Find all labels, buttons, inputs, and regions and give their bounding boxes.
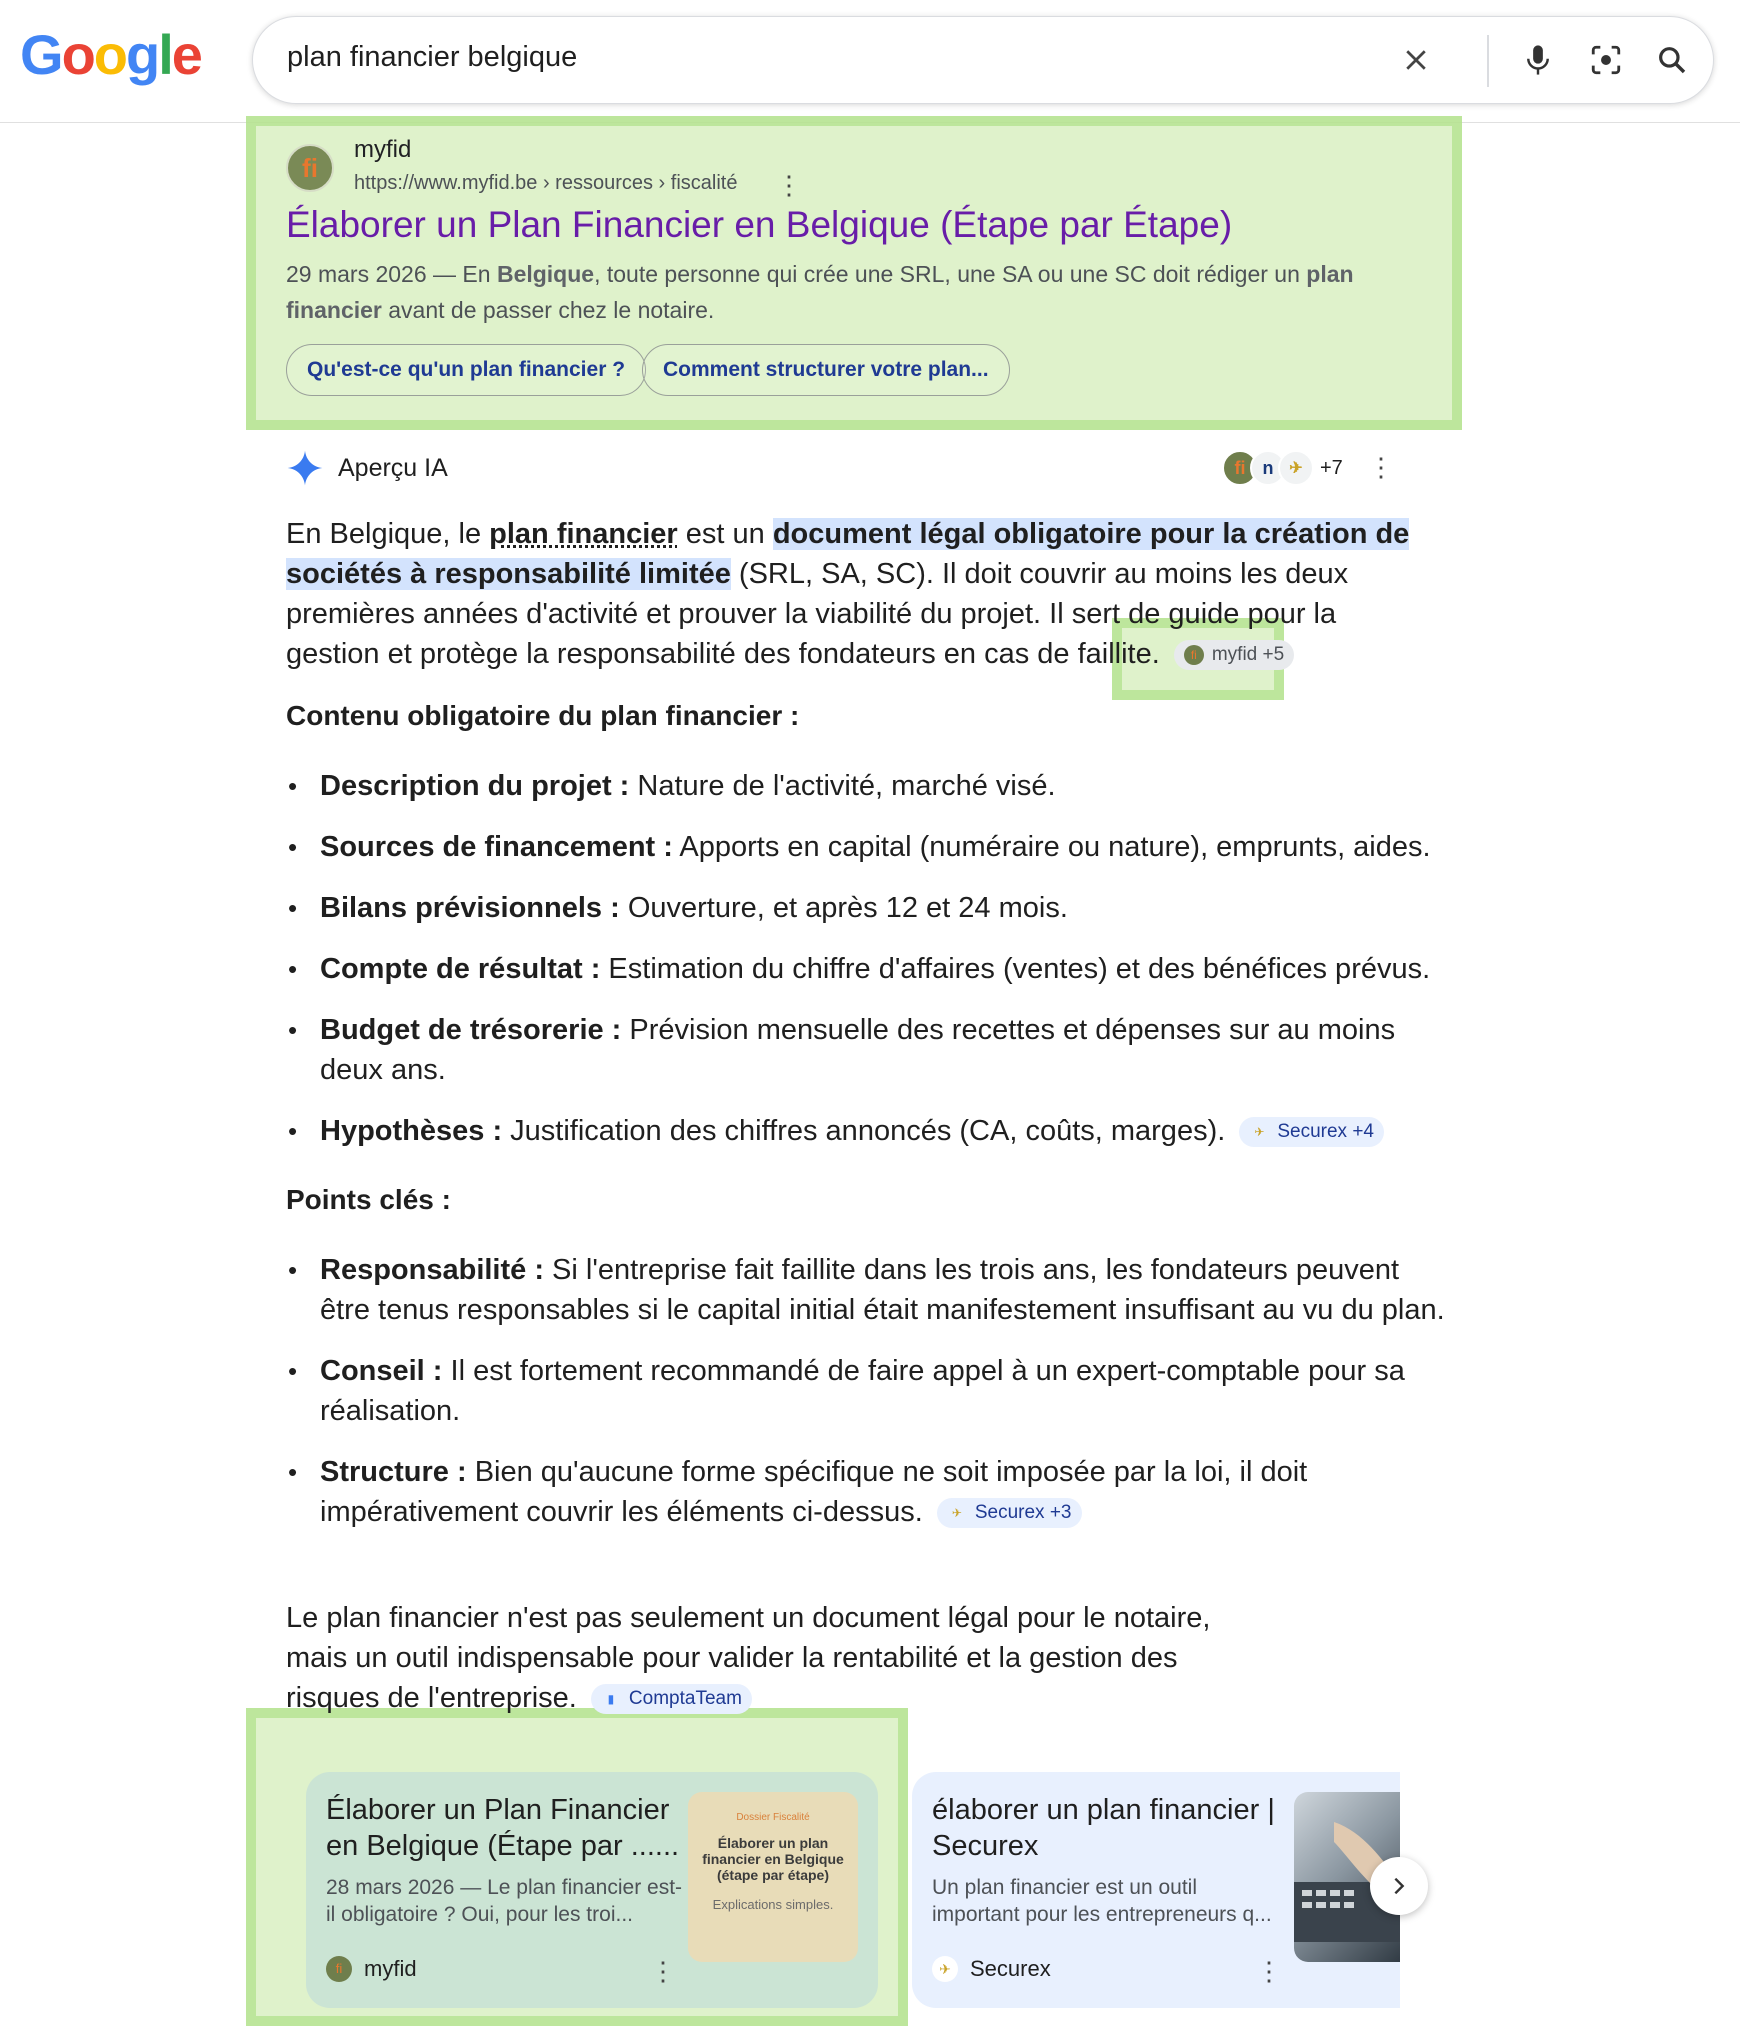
result-snippet: 29 mars 2026 — En Belgique, toute personne qui crée une SRL, une SA ou une SC doit rédiger un plan financier avant de passer chez le notaire. [286,261,1354,323]
list-item: • Hypothèses : Justification des chiffres annoncés (CA, coûts, marges). ✈ Securex +4 [320,1111,1450,1151]
result-url[interactable]: https://www.myfid.be › ressources › fiscalité [354,172,738,194]
myfid-mini-icon: fi [1184,645,1204,665]
myfid-favicon: fi [286,144,334,192]
card-snippet: Un plan financier est un outil important pour les entrepreneurs q... [932,1876,1272,1926]
ai-sources-avatars[interactable] [1222,448,1343,488]
chip-structure-plan[interactable]: Comment structurer votre plan... [642,344,1010,396]
list-item: • Budget de trésorerie : Prévision mensuelle des recettes et dépenses sur au moins deux ans. [320,1010,1450,1090]
citation-comptateam[interactable]: ▮ ComptaTeam [591,1684,752,1714]
result-site-name[interactable]: myfid [354,136,412,163]
result-date: 29 mars 2026 [286,261,427,287]
ai-overview-label: Aperçu IA [338,453,448,482]
result-title-link[interactable]: Élaborer un Plan Financier en Belgique (Étape par Étape) [286,204,1233,245]
card-more-options-icon[interactable]: ⋮ [1256,1956,1282,1986]
card-title[interactable]: élaborer un plan financier | Securex [932,1794,1275,1862]
section-title-content: Contenu obligatoire du plan financier : [286,700,800,731]
ai-intro-paragraph: En Belgique, le plan financier est un document légal obligatoire pour la création de sociétés à responsabilité limitée (SRL, SA, SC). Il doit couvrir au moins les deux premières années d'activité et prouver la viabilité du projet. Il sert de guide pour la gestion et protège la responsabilité des fondateurs en cas de faillite. fi myfid +5 [286,518,1410,670]
securex-mini-icon: ✈ [951,1506,962,1521]
ai-more-options-icon[interactable]: ⋮ [1368,452,1394,482]
plan-financier-term[interactable]: plan financier [489,518,678,550]
chip-what-is-plan[interactable]: Qu'est-ce qu'un plan financier ? [286,344,646,396]
list-item: • Conseil : Il est fortement recommandé de faire appel à un expert-comptable pour sa réalisation. [320,1351,1450,1431]
more-options-icon[interactable]: ⋮ [776,170,802,200]
google-logo[interactable]: Google [20,23,201,86]
search-icon[interactable] [1649,37,1695,83]
card-source: ✈ Securex [932,1956,1051,1982]
lens-icon[interactable] [1583,37,1629,83]
myfid-avatar-icon: fi [1222,450,1258,486]
search-input[interactable]: plan financier belgique [287,41,578,73]
header-bar [0,0,1740,123]
list-item: • Responsabilité : Si l'entreprise fait faillite dans les trois ans, les fondateurs peuvent être tenus responsables si le capital initial était manifestement insuffisant au vu du plan. [320,1250,1450,1330]
list-item: • Compte de résultat : Estimation du chiffre d'affaires (ventes) et des bénéfices prévus. [320,949,1450,989]
comptateam-mini-icon: ▮ [607,1692,615,1707]
chevron-right-icon [1388,1875,1410,1897]
card-snippet: 28 mars 2026 — Le plan financier est-il obligatoire ? Oui, pour les troi... [326,1876,683,1926]
gemini-sparkle-icon [286,449,324,487]
source-card-securex[interactable] [912,1772,1400,2008]
citation-securex[interactable]: ✈ Securex +3 [937,1498,1082,1528]
card-thumbnail: Dossier Fiscalité Élaborer un plan financier en Belgique (étape par étape) Explications simples. [688,1792,858,1962]
list-item: • Structure : Bien qu'aucune forme spécifique ne soit imposée par la loi, il doit impérativement couvrir les éléments ci-dessus. ✈ Securex +3 [320,1452,1450,1532]
source-avatar-icon: n [1250,450,1286,486]
ai-outro-paragraph: Le plan financier n'est pas seulement un document légal pour le notaire, mais un outil indispensable pour valider la rentabilité et la gestion des risques de l'entreprise. ▮ ComptaTeam [286,1602,1211,1714]
highlighted-definition: document légal obligatoire pour la création de sociétés à responsabilité limitée [286,518,1410,590]
citation-myfid[interactable]: fi myfid +5 [1174,640,1294,670]
card-source: fi myfid [326,1956,417,1982]
search-divider [1487,35,1489,87]
key-points-list [286,1250,1450,1532]
ai-overview-header [286,446,448,490]
clear-icon[interactable] [1393,37,1439,83]
securex-mini-icon: ✈ [1254,1125,1265,1140]
card-title[interactable]: Élaborer un Plan Financier en Belgique (Étape par ...... [326,1794,680,1862]
content-list [286,766,1450,1151]
myfid-mini-icon: fi [326,1956,352,1982]
section-title-key-points: Points clés : [286,1184,451,1215]
card-more-options-icon[interactable]: ⋮ [650,1956,676,1986]
search-box[interactable] [252,16,1714,104]
list-item: • Sources de financement : Apports en capital (numéraire ou nature), emprunts, aides. [320,827,1450,867]
sources-count: +7 [1320,456,1343,479]
citation-securex[interactable]: ✈ Securex +4 [1239,1117,1384,1147]
list-item: • Bilans prévisionnels : Ouverture, et après 12 et 24 mois. [320,888,1450,928]
list-item: • Description du projet : Nature de l'activité, marché visé. [320,766,1450,806]
securex-avatar-icon: ✈ [1278,450,1314,486]
source-card-myfid[interactable] [306,1772,878,2008]
securex-mini-icon: ✈ [932,1956,958,1982]
microphone-icon[interactable] [1515,37,1561,83]
carousel-next-button[interactable] [1370,1857,1428,1915]
